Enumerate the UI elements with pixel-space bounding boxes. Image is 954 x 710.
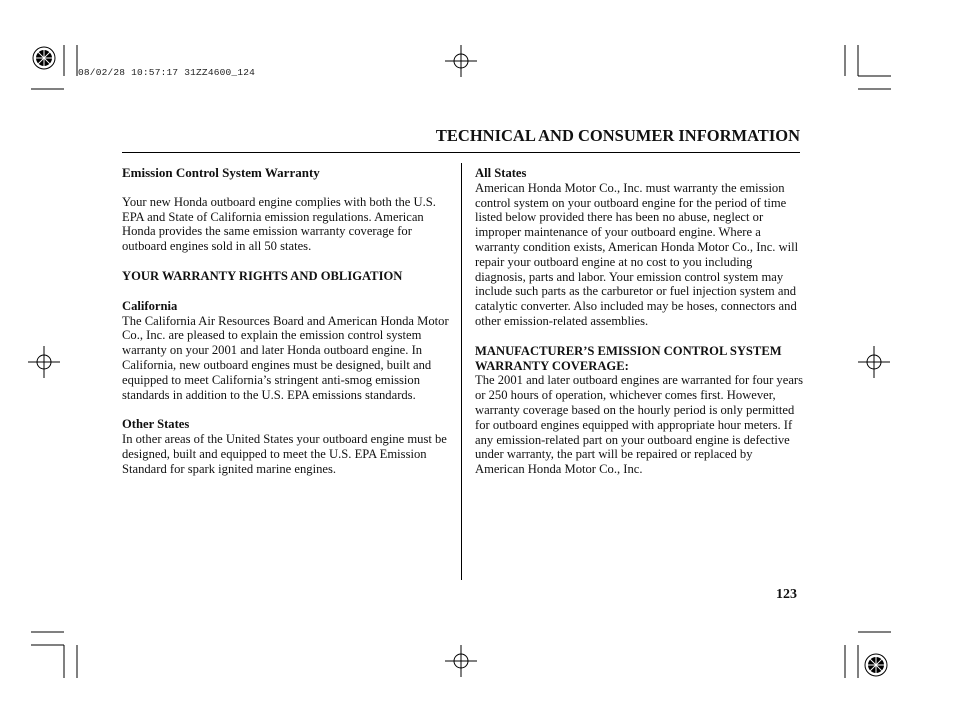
print-timestamp: 08/02/28 10:57:17 31ZZ4600_124 [78,67,256,78]
intro-paragraph: Your new Honda outboard engine complies with both the U.S. EPA and State of California emission regulations. American Honda provides the same emission warranty coverage for outboard engines sold in all 50 states. [122,194,436,254]
all-states-heading: All States [475,166,527,180]
california-paragraph: The California Air Resources Board and American Honda Motor Co., Inc. are pleased to explain the emission control system warranty on your 2001 and later Honda outboard engine. In California, new outboard engines must be designed, built and equipped to meet California’s stringent anti-smog emission standards in addition to the U.S. EPA emissions standards. [122,313,449,402]
title-rule [122,152,800,153]
coverage-heading: MANUFACTURER’S EMISSION CONTROL SYSTEM WARRANTY COVERAGE: [475,343,782,373]
registration-crosshair-left [28,346,60,378]
coverage-paragraph: The 2001 and later outboard engines are warranted for four years or 250 hours of operation, whichever comes first. However, warranty coverage based on the hourly period is only permitted for outboard engines equipped with appropriate hour meters. If any emission-related part on your outboard engine is defective under warranty, the part will be repaired or replaced by American Honda Motor Co., Inc. [475,373,803,477]
other-states-heading: Other States [122,417,190,432]
star-target-top-left [33,47,55,69]
star-target-bottom-right [865,654,887,676]
column-divider [461,163,462,580]
page-number: 123 [776,587,797,602]
left-column [122,166,452,477]
registration-crosshair-top [445,45,477,77]
page-title: TECHNICAL AND CONSUMER INFORMATION [435,126,800,145]
other-states-paragraph: In other areas of the United States your outboard engine must be designed, built and equipped to meet the U.S. EPA Emission Standard for spark ignited marine engines. [122,432,447,476]
registration-crosshair-bottom [445,645,477,677]
all-states-paragraph: American Honda Motor Co., Inc. must warranty the emission control system on your outboard engine for the period of time listed below provided there has been no abuse, neglect or improper maintenance of your outboard engine. Where a warranty condition exists, American Honda Motor Co., Inc. will repair your outboard engine at no cost to you including diagnosis, parts and labor. Your emission control system may include such parts as the carburetor or fuel injection system and catalytic converter. Also included may be hoses, connectors and other emission-related assemblies. [475,180,799,328]
registration-crosshair-right [858,346,890,378]
california-heading: California [122,298,178,313]
right-column [475,166,803,477]
section-title: Emission Control System Warranty [122,165,320,180]
warranty-rights-heading: YOUR WARRANTY RIGHTS AND OBLIGATION [122,268,403,283]
